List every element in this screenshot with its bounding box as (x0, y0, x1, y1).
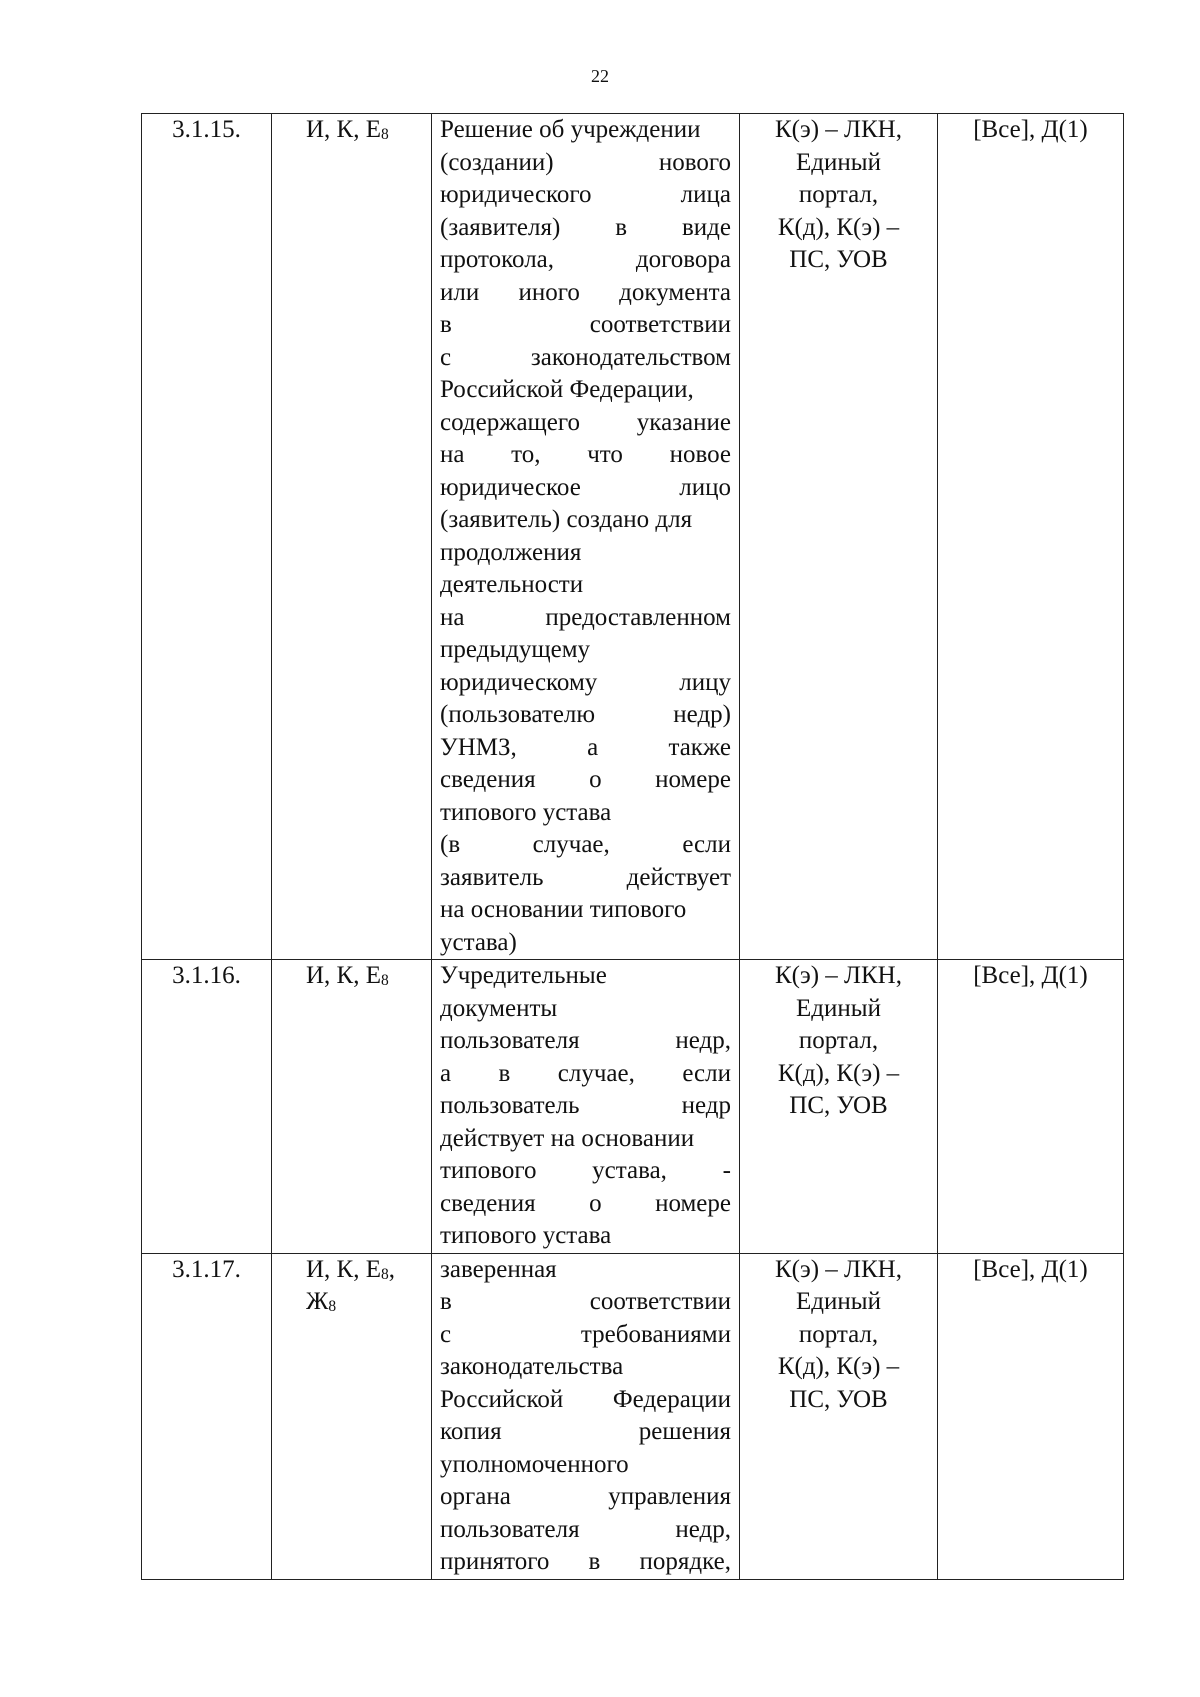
cell-line: заверенная (440, 1255, 557, 1283)
document-description-cell (432, 960, 740, 1254)
cell-line: типового устава (440, 798, 612, 826)
cell-line: в соответствии (440, 1288, 731, 1315)
cell-line: пользователя недр, (440, 1515, 731, 1543)
cell-line: законодательства (440, 1353, 624, 1380)
document-description-cell (432, 1253, 740, 1579)
cell-line: Учредительные (440, 962, 607, 989)
cell-line: ПС, УОВ (789, 1092, 888, 1119)
condition-cell (938, 960, 1124, 1254)
cell-line: на предоставленном (440, 603, 731, 631)
submission-method-cell (740, 1253, 938, 1579)
cell-line: юридическому лицу (440, 668, 731, 696)
condition-text: [Все], Д(1) (973, 1255, 1088, 1283)
applicant-type-cell (272, 1253, 432, 1579)
cell-line: типового устава, - (440, 1157, 731, 1184)
row-number: 3.1.17. (172, 1255, 241, 1283)
cell-line: К(д), К(э) – (777, 1059, 900, 1087)
document-description-cell (432, 114, 740, 960)
cell-line: сведения о номере (440, 1189, 731, 1217)
cell-line: в соответствии (440, 311, 731, 338)
cell-line: уполномоченного (440, 1450, 629, 1478)
cell-line: И, К, $Е_8$ (306, 962, 389, 989)
cell-line: К(д), К(э) – (777, 1353, 900, 1380)
cell-line: Российской Федерации (440, 1385, 731, 1413)
cell-line: портал, (798, 1320, 879, 1348)
cell-line: с законодательством (440, 343, 731, 371)
cell-line: с требованиями (440, 1320, 731, 1348)
cell-line: (в случае, если (440, 831, 731, 858)
page-number: 22 (591, 66, 609, 86)
cell-line: на основании типового (440, 896, 687, 923)
cell-line: протокола, договора (440, 246, 731, 273)
submission-method-cell (740, 960, 938, 1254)
cell-line: действует на основании (440, 1124, 695, 1152)
cell-line: Единый (796, 148, 881, 176)
cell-line: ПС, УОВ (789, 246, 888, 273)
cell-line: К(э) – ЛКН, (775, 962, 902, 989)
table-row (142, 114, 1124, 960)
cell-line: К(э) – ЛКН, (775, 1255, 902, 1283)
cell-line: копия решения (440, 1418, 731, 1445)
condition-text: [Все], Д(1) (973, 116, 1088, 143)
cell-line: Российской Федерации, (440, 376, 694, 403)
cell-line: (пользователю недр) (440, 701, 731, 728)
condition-text: [Все], Д(1) (973, 962, 1088, 989)
row-number-cell (142, 960, 272, 1254)
row-number-cell (142, 114, 272, 960)
cell-line: органа управления (440, 1483, 731, 1510)
cell-line: юридического лица (440, 181, 731, 208)
row-number: 3.1.16. (172, 962, 241, 989)
cell-line: предыдущему (440, 636, 591, 663)
cell-line: (создании) нового (440, 148, 731, 176)
cell-line: или иного документа (440, 278, 731, 306)
cell-line: портал, (798, 181, 879, 208)
row-number-cell (142, 1253, 272, 1579)
cell-line: (заявитель) создано для (440, 506, 693, 533)
cell-line: заявитель действует (440, 863, 731, 891)
row-number: 3.1.15. (172, 116, 241, 143)
condition-cell (938, 114, 1124, 960)
applicant-type-cell (272, 960, 432, 1254)
cell-line: а в случае, если (440, 1059, 731, 1087)
cell-line: деятельности (440, 571, 584, 598)
cell-line: пользователя недр, (440, 1027, 731, 1054)
cell-line: Единый (796, 994, 881, 1022)
cell-line: $Ж_8$ (306, 1288, 337, 1315)
cell-line: К(э) – ЛКН, (775, 116, 902, 143)
cell-line: юридическое лицо (440, 473, 731, 501)
cell-line: ПС, УОВ (789, 1385, 888, 1413)
cell-line: принятого в порядке, (440, 1548, 731, 1575)
cell-line: Единый (796, 1288, 881, 1315)
requirements-table (141, 113, 1124, 1580)
condition-cell (938, 1253, 1124, 1579)
cell-line: портал, (798, 1027, 879, 1054)
cell-line: (заявителя) в виде (440, 213, 731, 241)
table-row (142, 960, 1124, 1254)
submission-method-cell (740, 114, 938, 960)
cell-line: типового устава (440, 1222, 612, 1249)
cell-line: содержащего указание (440, 408, 731, 436)
cell-line: пользователь недр (440, 1092, 731, 1119)
cell-line: документы (440, 994, 558, 1022)
cell-line: на то, что новое (440, 441, 731, 468)
cell-line: К(д), К(э) – (777, 213, 900, 241)
cell-line: И, К, $Е_8$ (306, 116, 389, 143)
cell-line: Решение об учреждении (440, 116, 701, 143)
cell-line: УНМЗ, а также (440, 733, 731, 761)
cell-line: И, К, $Е_8$, (306, 1255, 395, 1283)
applicant-type-cell (272, 114, 432, 960)
cell-line: сведения о номере (440, 766, 731, 793)
table-row (142, 1253, 1124, 1579)
cell-line: продолжения (440, 538, 582, 566)
cell-line: устава) (440, 928, 517, 956)
